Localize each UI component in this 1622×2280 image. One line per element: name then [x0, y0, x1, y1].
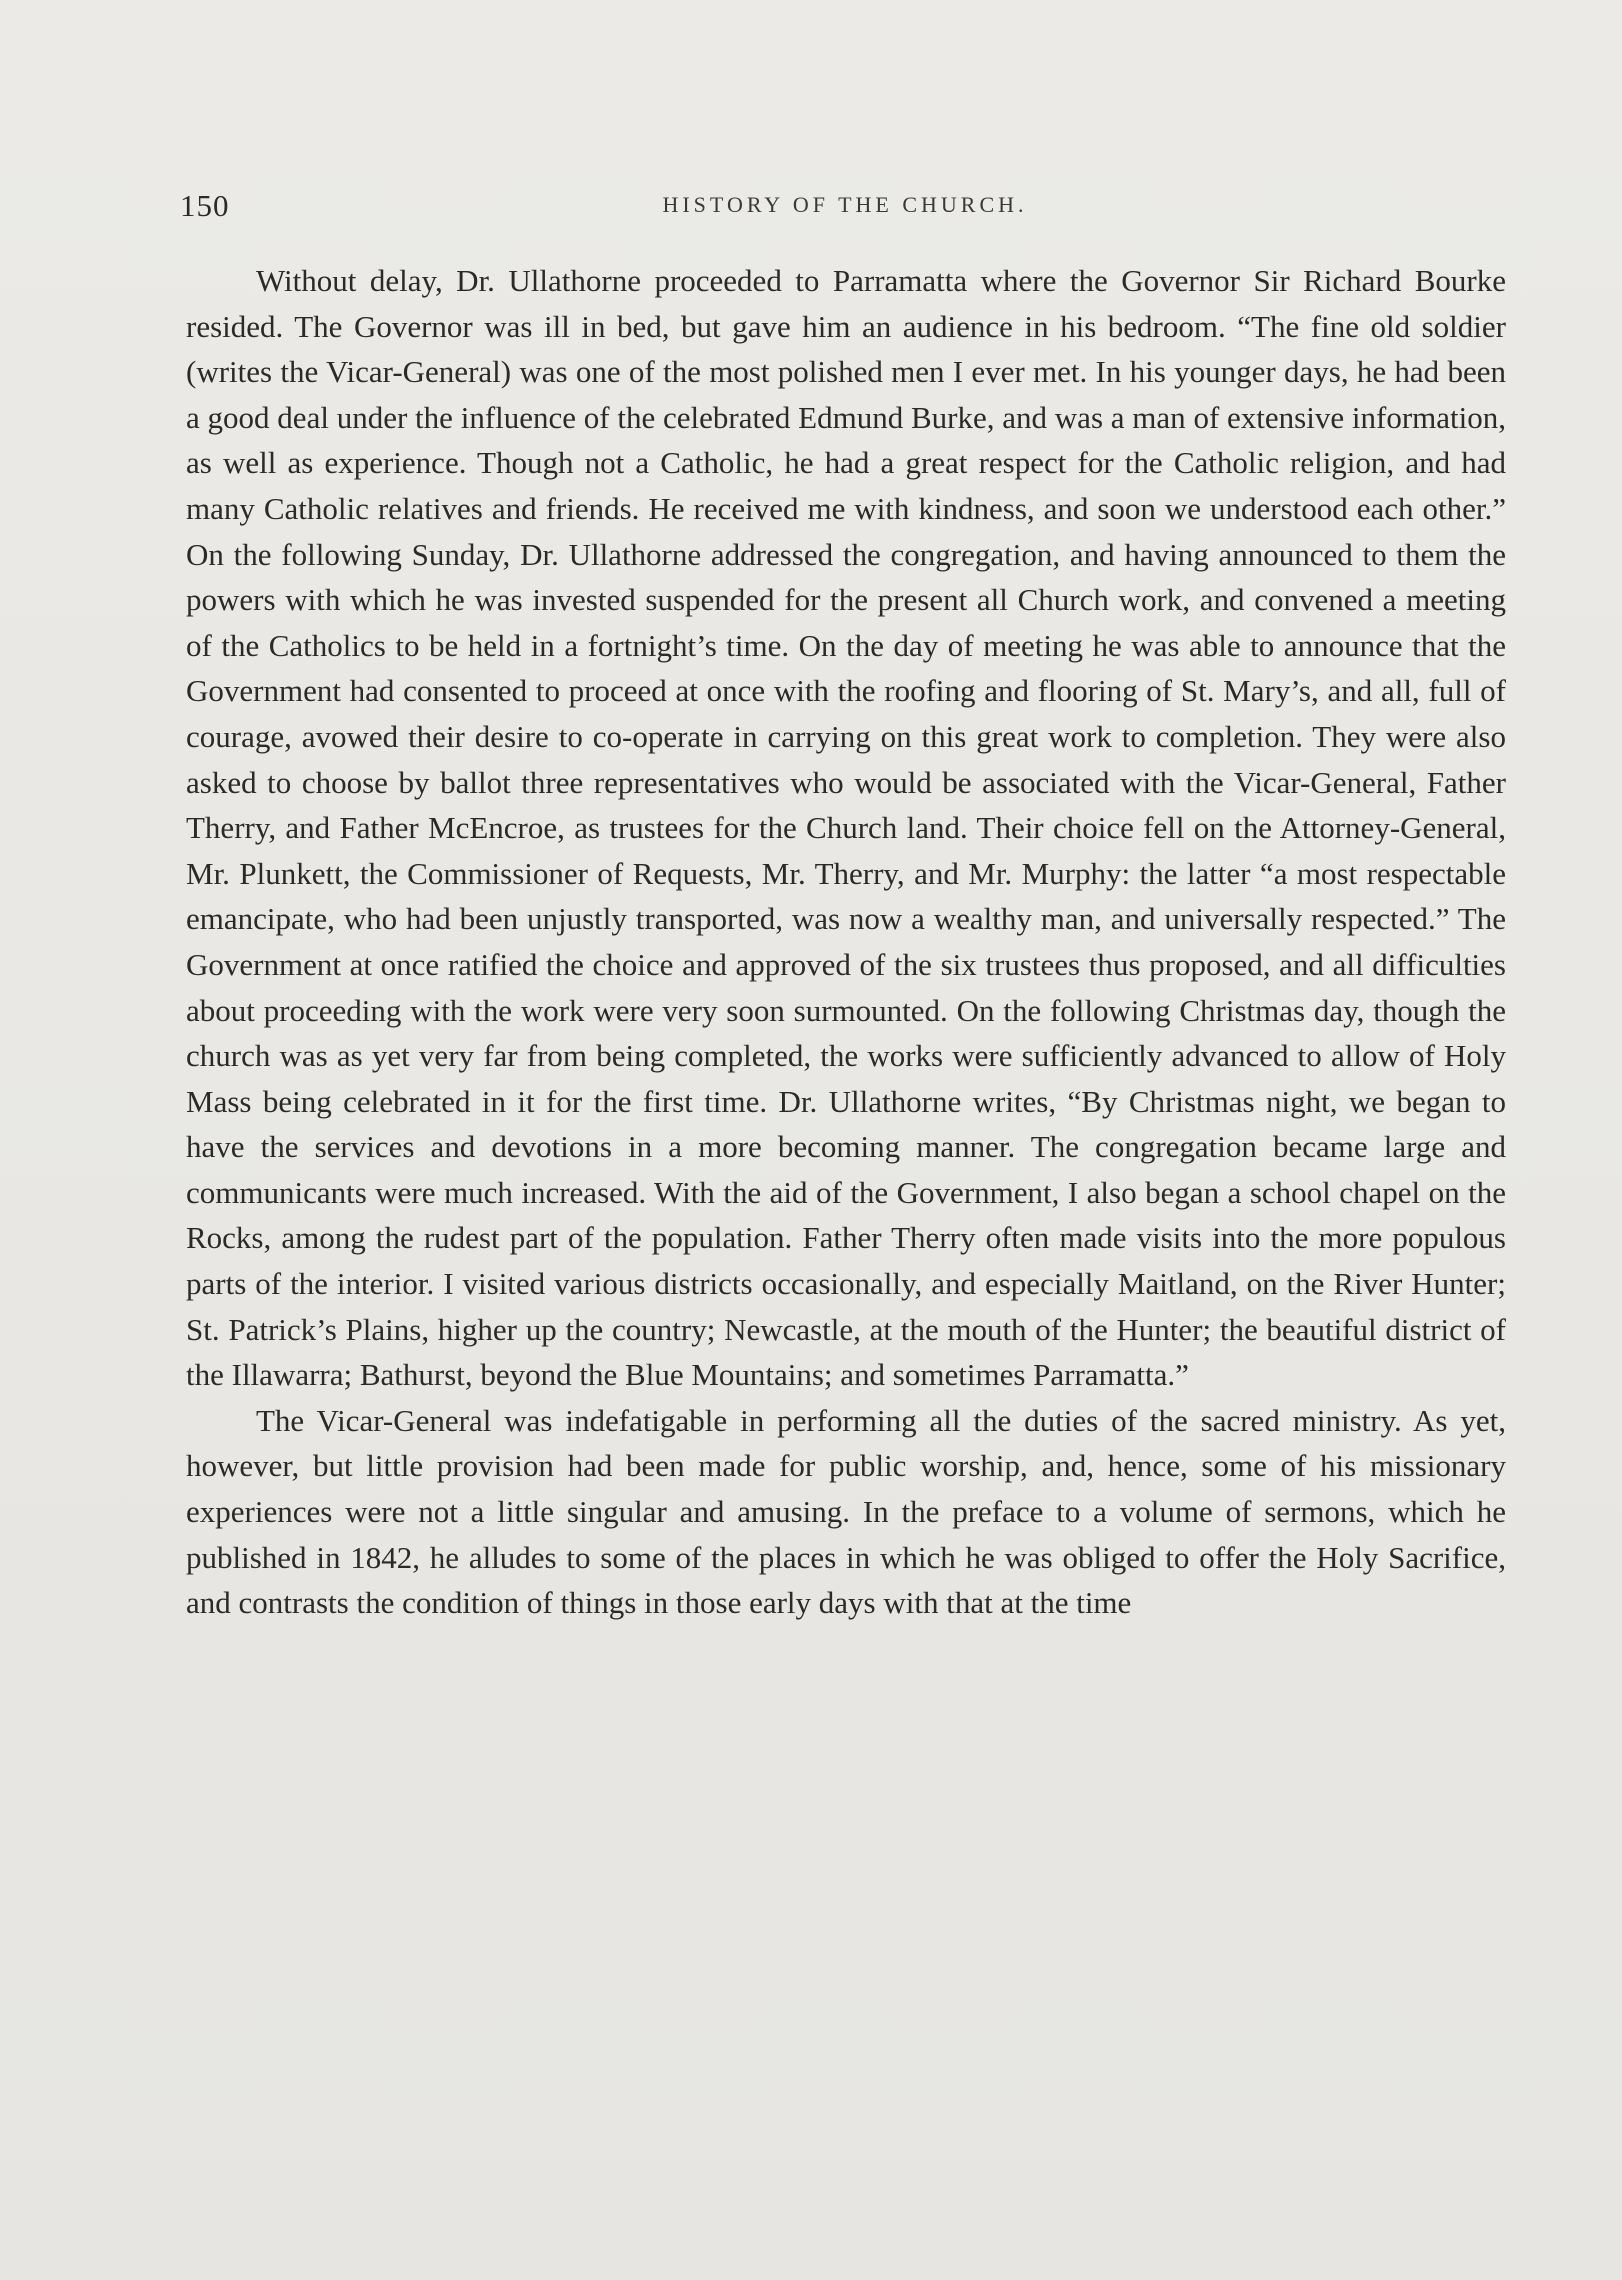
body-text: [186, 258, 1506, 1626]
paragraph: The Vicar-General was indefatigable in performing all the duties of the sacred ministry. As yet, however, but little provision had been made for public worship, and, hence, some of his missionary experiences were not a little singular and amusing. In the preface to a volume of sermons, which he published in 1842, he alludes to some of the places in which he was obliged to offer the Holy Sacrifice, and contrasts the condition of things in those early days with that at the time: [186, 1402, 1506, 1621]
running-title: HISTORY OF THE CHURCH.: [662, 192, 1028, 217]
page-header: [180, 188, 1510, 238]
page-number: 150: [180, 188, 230, 223]
paragraph: Without delay, Dr. Ullathorne proceeded to Parramatta where the Governor Sir Richard Bourke resided. The Governor was ill in bed, but gave him an audience in his bedroom. “The fine old soldier (writes the Vicar-General) was one of the most polished men I ever met. In his younger days, he had been a good deal under the influence of the celebrated Edmund Burke, and was a man of extensive information, as well as experience. Though not a Catholic, he had a great respect for the Catholic religion, and had many Catholic relatives and friends. He received me with kindness, and soon we understood each other.” On the following Sunday, Dr. Ullathorne addressed the congregation, and having announced to them the powers with which he was invested suspended for the present all Church work, and convened a meeting of the Catholics to be held in a fortnight’s time. On the day of meeting he was able to announce that the Government had consented to proceed at once with the roofing and flooring of St. Mary’s, and all, full of courage, avowed their desire to co-operate in carrying on this great work to completion. They were also asked to choose by ballot three representatives who would be associated with the Vicar-General, Father Therry, and Father McEncroe, as trustees for the Church land. Their choice fell on the Attorney-General, Mr. Plunkett, the Commissioner of Requests, Mr. Therry, and Mr. Murphy: the latter “a most respectable emancipate, who had been unjustly transported, was now a wealthy man, and universally respected.” The Government at once ratified the choice and approved of the six trustees thus proposed, and all difficulties about proceeding with the work were very soon surmounted. On the following Christmas day, though the church was as yet very far from being completed, the works were sufficiently advanced to allow of Holy Mass being celebrated in it for the first time. Dr. Ullathorne writes, “By Christmas night, we began to have the services and devotions in a more becoming manner. The congregation became large and communicants were much increased. With the aid of the Government, I also began a school chapel on the Rocks, among the rudest part of the population. Father Therry often made visits into the more populous parts of the interior. I visited various districts occasionally, and especially Maitland, on the River Hunter; St. Patrick’s Plains, higher up the country; Newcastle, at the mouth of the Hunter; the beautiful district of the Illawarra; Bathurst, beyond the Blue Mountains; and sometimes Parramatta.”: [186, 263, 1506, 1393]
